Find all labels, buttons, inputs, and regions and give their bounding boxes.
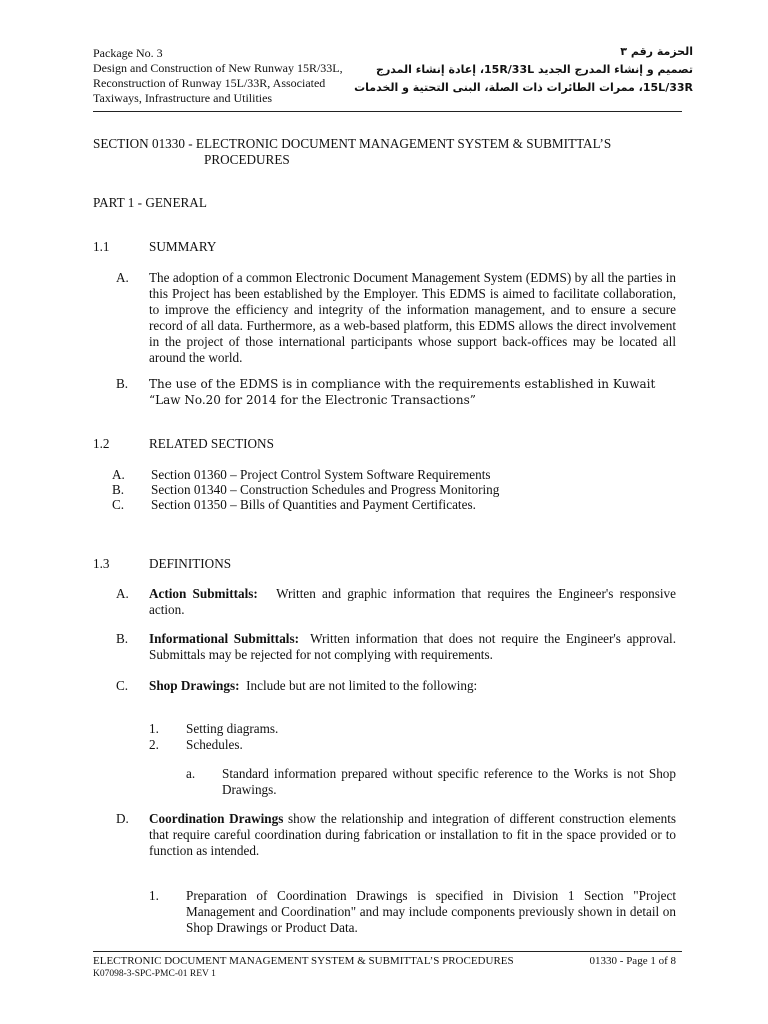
section-title-line1: SECTION 01330 - ELECTRONIC DOCUMENT MANAGEMENT SYSTEM & SUBMITTAL’S xyxy=(93,136,612,151)
section-number: 1.2 xyxy=(93,436,110,451)
arabic-package-number: الحزمة رقم ٣ xyxy=(620,45,693,58)
related-section-item: Section 01350 – Bills of Quantities and Payment Certificates. xyxy=(151,497,476,512)
project-title-line: Design and Construction of New Runway 15R/33L, xyxy=(93,61,343,75)
definition-term: Coordination Drawings xyxy=(149,811,284,826)
footer-page-number: 01330 - Page 1 of 8 xyxy=(589,955,676,967)
item-letter: C. xyxy=(116,678,129,693)
header-right-arabic xyxy=(354,43,693,97)
definition-term: Informational Submittals: xyxy=(149,631,299,646)
arabic-title-line: تصميم و إنشاء المدرج الجديد 15R/33L، إعادة إنشاء المدرج xyxy=(376,63,693,76)
list-item: Setting diagrams. xyxy=(186,721,279,736)
definition-term: Action Submittals: xyxy=(149,586,258,601)
footer-title: ELECTRONIC DOCUMENT MANAGEMENT SYSTEM & SUBMITTAL’S PROCEDURES xyxy=(93,955,514,967)
summary-paragraph-a: The adoption of a common Electronic Document Management System (EDMS) by all the parties in this Project has been established by the Employer. This EDMS is aimed to facilitate collaboration, to improve the efficiency and integrity of the information management, and to ensure a secure record of all data. Furthermore, as a web-based platform, this EDMS allows the direct involvement in the project of those international participants whose support back-offices may be located all around the world. xyxy=(149,270,676,365)
item-letter: A. xyxy=(112,467,125,482)
header-left xyxy=(93,46,393,106)
project-title-line: Reconstruction of Runway 15L/33R, Associated xyxy=(93,76,326,90)
definition-text: Written information that does not require the Engineer's approval. Submittals may be rejected for not complying with requirements. xyxy=(149,631,677,662)
item-letter: D. xyxy=(116,811,129,826)
definition-text: Include but are not limited to the following: xyxy=(246,678,478,693)
section-heading: SUMMARY xyxy=(149,239,217,254)
list-number: 1. xyxy=(149,721,159,736)
related-section-item: Section 01360 – Project Control System Software Requirements xyxy=(151,467,491,482)
list-item: Schedules. xyxy=(186,737,243,752)
section-heading: DEFINITIONS xyxy=(149,556,232,571)
definition-coordination-drawings xyxy=(149,811,676,859)
definition-term: Shop Drawings: xyxy=(149,678,240,693)
related-section-item: Section 01340 – Construction Schedules and Progress Monitoring xyxy=(151,482,500,497)
section-number: 1.1 xyxy=(93,239,110,254)
definition-action-submittals xyxy=(149,586,676,618)
item-letter: C. xyxy=(112,497,125,512)
section-heading: RELATED SECTIONS xyxy=(149,436,274,451)
package-number: Package No. 3 xyxy=(93,46,163,60)
sub-item-letter: a. xyxy=(186,766,196,781)
header-divider xyxy=(93,111,682,112)
section-title xyxy=(93,136,693,168)
definition-informational-submittals xyxy=(149,631,676,663)
list-number: 1. xyxy=(149,888,159,903)
definition-shop-drawings xyxy=(149,678,676,694)
item-letter: B. xyxy=(112,482,125,497)
project-title-line: Taxiways, Infrastructure and Utilities xyxy=(93,91,273,105)
footer-divider xyxy=(93,951,682,952)
section-title-line2: PROCEDURES xyxy=(204,152,290,167)
section-number: 1.3 xyxy=(93,556,110,571)
list-number: 2. xyxy=(149,737,159,752)
item-letter: A. xyxy=(116,586,129,601)
definition-text: show the relationship and integration of different construction elements that require careful coordination during fabrication or installation to fit in the space provided or to function as intended. xyxy=(149,811,676,858)
part-heading: PART 1 - GENERAL xyxy=(93,195,207,210)
item-letter: B. xyxy=(116,631,129,646)
item-letter: B. xyxy=(116,376,129,391)
list-item: Preparation of Coordination Drawings is specified in Division 1 Section "Project Management and Coordination" and may include components previously shown in detail on Shop Drawings or Product Data. xyxy=(186,888,676,935)
item-letter: A. xyxy=(116,270,129,285)
summary-paragraph-b: The use of the EDMS is in compliance with the requirements established in Kuwait “Law No.20 for 2014 for the Electronic Transactions” xyxy=(149,377,656,407)
definition-text: Written and graphic information that requires the Engineer's responsive action. xyxy=(149,586,676,617)
footer-doc-code: K07098-3-SPC-PMC-01 REV 1 xyxy=(93,969,216,979)
sub-item-text: Standard information prepared without specific reference to the Works is not Shop Drawings. xyxy=(222,766,676,797)
arabic-title-line: 15L/33R، ممرات الطائرات ذات الصلة، البنى التحتية و الخدمات xyxy=(354,81,693,94)
